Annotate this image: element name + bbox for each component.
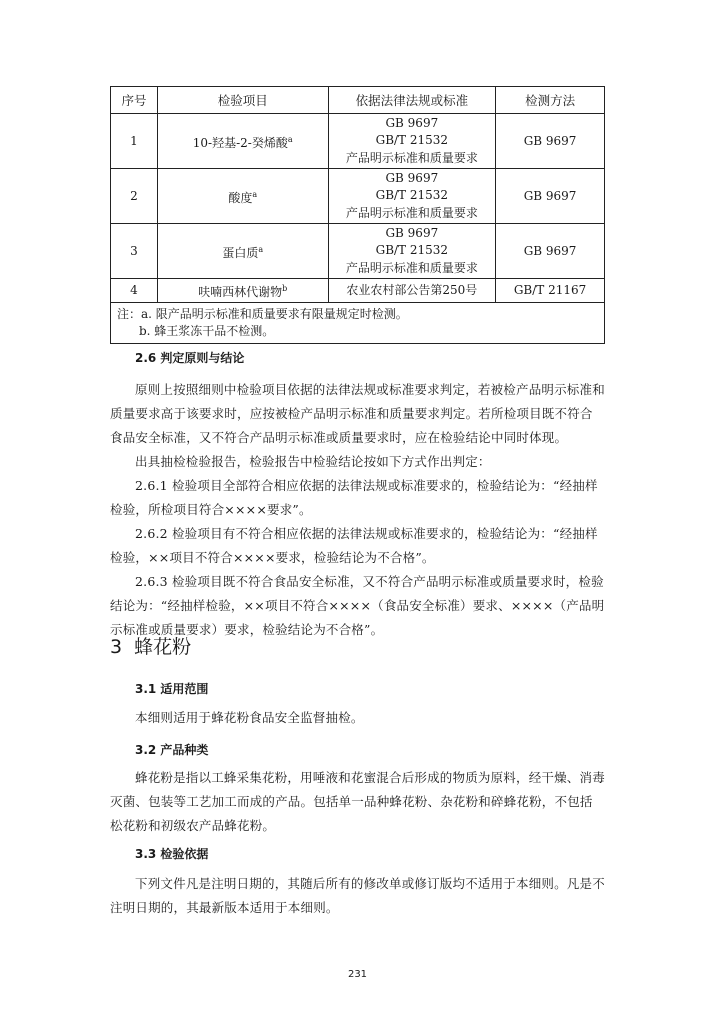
section-3-3-body <box>110 872 605 920</box>
chapter-heading <box>110 632 191 659</box>
section-heading-2-6: 2.6 判定原则与结论 <box>135 351 245 365</box>
note-a: 注：a. 限产品明示标准和质量要求有限量规定时检测。 <box>117 307 408 321</box>
row-method: GB 9697 <box>496 169 605 224</box>
chapter-title: 蜂花粉 <box>134 636 192 658</box>
row-standard: GB 9697 GB/T 21532 产品明示标准和质量要求 <box>328 224 496 279</box>
paragraph: 2.6.1 检验项目全部符合相应依据的法律法规或标准要求的，检验结论为：“经抽样检验，所检项目符合××××要求”。 <box>110 478 598 517</box>
table-notes-row <box>111 303 605 344</box>
row-item: 蛋白质$^a$ <box>157 224 328 279</box>
section-heading-3-1: 3.1 适用范围 <box>135 682 209 696</box>
table-row <box>111 224 605 279</box>
section-3-1-body <box>110 706 605 730</box>
table-header-row <box>111 87 605 114</box>
row-method: GB 9697 <box>496 114 605 169</box>
row-item: 10-羟基-2-癸烯酸$^a$ <box>157 114 328 169</box>
table-row <box>111 279 605 303</box>
page-number: 231 <box>347 969 368 980</box>
paragraph: 2.6.3 检验项目既不符合食品安全标准，又不符合产品明示标准或质量要求时，检验结论为：“经抽样检验，××项目不符合××××（食品安全标准）要求、××××（产品明示标准或质量要求）要求，检验结论为不合格”。 <box>110 574 605 637</box>
table-row <box>111 169 605 224</box>
paragraph: 本细则适用于蜂花粉食品安全监督抽检。 <box>135 710 364 725</box>
paragraph: 蜂花粉是指以工蜂采集花粉，用唾液和花蜜混合后形成的物质为原料，经干燥、消毒灭菌、包装等工艺加工而成的产品。包括单一品种蜂花粉、杂花粉和碎蜂花粉，不包括松花粉和初级农产品蜂花粉。 <box>110 770 605 833</box>
section-heading-3-3: 3.3 检验依据 <box>135 847 209 861</box>
header-standard: 依据法律法规或标准 <box>328 87 496 114</box>
header-no: 序号 <box>111 87 158 114</box>
section-3-2-body <box>110 766 605 838</box>
paragraph: 原则上按照细则中检验项目依据的法律法规或标准要求判定，若被检产品明示标准和质量要求高于该要求时，应按被检产品明示标准和质量要求判定。若所检项目既不符合食品安全标准，又不符合产品明示标准或质量要求时，应在检验结论中同时体现。 <box>110 382 605 445</box>
row-standard: GB 9697 GB/T 21532 产品明示标准和质量要求 <box>328 169 496 224</box>
note-b: b. 蜂王浆冻干品不检测。 <box>139 324 275 338</box>
row-no: 2 <box>111 169 158 224</box>
row-item: 酸度$^a$ <box>157 169 328 224</box>
row-no: 1 <box>111 114 158 169</box>
row-item: 呋喃西林代谢物$^b$ <box>157 279 328 303</box>
paragraph: 下列文件凡是注明日期的，其随后所有的修改单或修订版均不适用于本细则。凡是不注明日期的，其最新版本适用于本细则。 <box>110 876 605 915</box>
row-no: 4 <box>111 279 158 303</box>
row-no: 3 <box>111 224 158 279</box>
header-item: 检验项目 <box>157 87 328 114</box>
header-method: 检测方法 <box>496 87 605 114</box>
table-notes <box>111 303 605 344</box>
row-method: GB/T 21167 <box>496 279 605 303</box>
section-heading-3-2: 3.2 产品种类 <box>135 743 209 757</box>
paragraph: 2.6.2 检验项目有不符合相应依据的法律法规或标准要求的，检验结论为：“经抽样检验，××项目不符合××××要求，检验结论为不合格”。 <box>110 526 598 565</box>
row-standard: GB 9697 GB/T 21532 产品明示标准和质量要求 <box>328 114 496 169</box>
table-row <box>111 114 605 169</box>
row-method: GB 9697 <box>496 224 605 279</box>
inspection-items-table <box>110 86 605 344</box>
row-standard: 农业农村部公告第250号 <box>328 279 496 303</box>
chapter-number: 3 <box>110 636 123 658</box>
section-2-6-body <box>110 378 605 642</box>
paragraph: 出具抽检检验报告，检验报告中检验结论按如下方式作出判定： <box>135 454 491 469</box>
